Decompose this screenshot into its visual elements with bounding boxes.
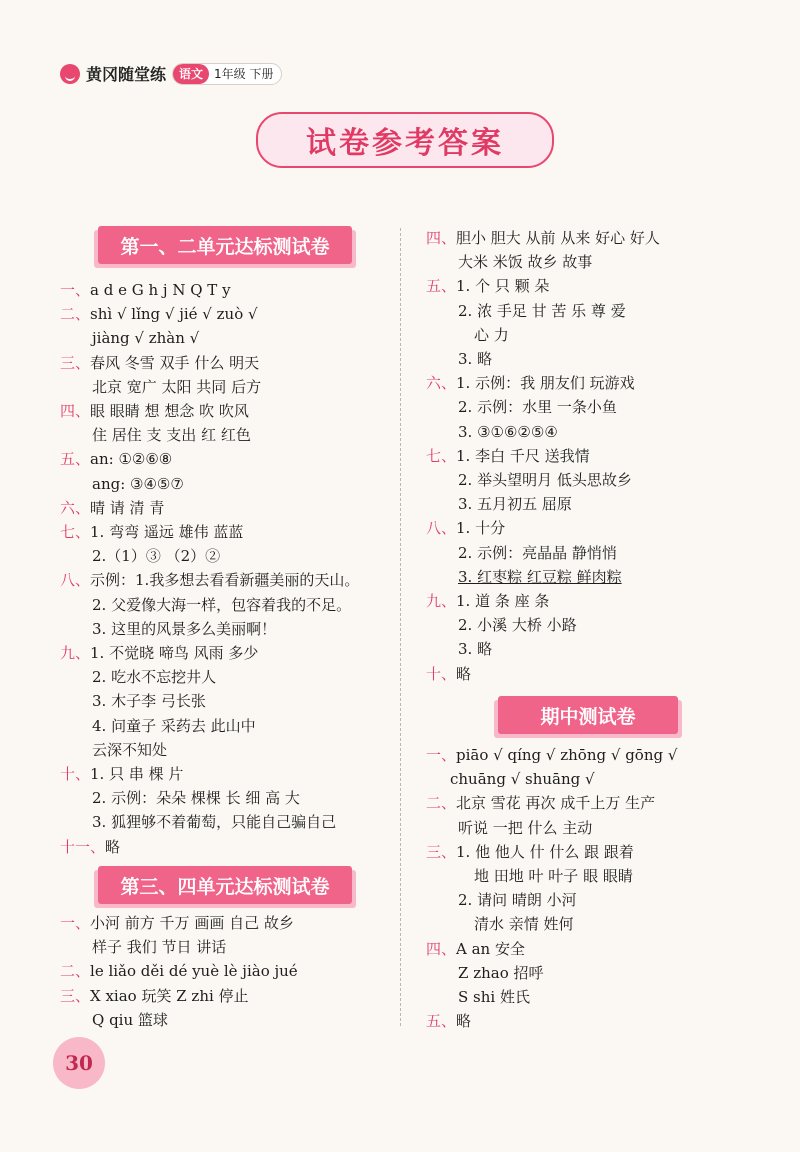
answer-line [92,595,351,615]
subject-pill [172,63,282,85]
question-number: 三、 [60,986,91,1005]
answer-line [60,643,258,663]
answer-text: 2. 举头望明月 低头思故乡 [458,471,632,489]
answer-line [458,470,632,490]
question-number: 二、 [60,962,91,981]
answer-line [426,664,471,684]
answer-text: 3. 这里的风景多么美丽啊！ [92,619,277,638]
answer-line [426,276,549,296]
answer-line [92,1010,168,1030]
section-title: 第一、二单元达标测试卷 [120,235,330,258]
page-title-text: 试卷参考答案 [306,126,504,161]
section-title: 期中测试卷 [540,705,636,728]
answer-text: S shi 姓氏 [458,988,530,1006]
question-number: 四、 [426,939,457,958]
answer-text: 晴 请 清 青 [90,498,165,517]
answer-text: 1. 十分 [456,519,506,538]
book-header [60,62,282,85]
answer-text: 听说 一把 什么 主动 [458,818,593,837]
answer-line [458,397,617,417]
answer-line [92,425,251,445]
answer-line [60,280,231,300]
page-number-badge [53,1037,105,1089]
answer-line [458,543,617,563]
answer-line [426,745,677,765]
answer-text: Q qiu 篮球 [92,1010,168,1029]
answer-line [458,567,622,587]
answer-line [92,937,226,957]
answer-line [92,788,300,808]
question-number: 一、 [60,281,91,299]
question-number: 九、 [60,644,91,662]
section-header-midterm [498,696,678,734]
answer-text: chuāng √ shuāng √ [450,770,595,789]
answer-text: 1. 弯弯 遥远 雄伟 蓝蓝 [90,523,244,541]
answer-line [92,619,276,639]
question-number: 二、 [60,305,91,324]
answer-text: 3. 略 [458,640,493,659]
answer-line [60,522,243,542]
answer-line [474,866,633,886]
answer-text: 北京 宽广 太阳 共同 后方 [92,377,262,396]
answer-text: 示例：1.我多想去看看新疆美丽的天山。 [90,571,360,590]
answer-line [474,325,509,345]
answer-text: 2. 示例：水里 一条小鱼 [458,398,617,417]
answer-line [426,842,634,862]
answer-line [60,986,249,1006]
question-number: 十、 [426,664,457,683]
answer-text: 2.（1）③ （2）② [92,547,221,566]
answer-text: 清水 亲情 姓何 [474,915,574,934]
subject-label: 语文 [173,64,209,84]
answer-text: 住 居住 支 支出 红 红色 [92,426,251,445]
question-number: 八、 [60,571,91,590]
answer-text: 2. 示例：朵朵 棵棵 长 细 高 大 [92,789,300,808]
question-number: 九、 [426,592,457,610]
answer-text: 心 力 [474,325,509,344]
answer-text: 2. 父爱像大海一样，包容着我的不足。 [92,595,352,614]
answer-text: Z zhao 招呼 [458,963,544,982]
answer-text: shì √ lǐng √ jié √ zuò √ [90,305,258,324]
question-number: 八、 [426,519,457,538]
answer-text: 样子 我们 节日 讲话 [92,938,227,957]
page-number: 30 [65,1051,93,1075]
answer-text: a d e G h j N Q T y [90,281,231,299]
smiley-logo-icon [60,64,80,84]
question-number: 二、 [426,794,457,813]
answer-text: 2. 请问 晴朗 小河 [458,891,577,910]
answer-line [458,422,558,442]
answer-text: piāo √ qíng √ zhōng √ gōng √ [456,746,678,764]
answer-text: 2. 小溪 大桥 小路 [458,616,577,635]
answer-line [450,769,595,789]
answer-text: 大米 米饭 故乡 故事 [458,253,593,272]
answer-line [474,914,574,934]
grade-label: 1年级 下册 [214,67,274,81]
answer-line [426,793,655,813]
answer-text: 略 [456,664,472,683]
question-number: 三、 [60,353,91,372]
answer-text: 1. 示例：我 朋友们 玩游戏 [456,374,635,393]
question-number: 五、 [426,1012,457,1031]
answer-line [60,764,183,784]
answer-line [458,301,626,321]
answer-line [60,304,258,324]
question-number: 一、 [426,746,457,764]
section-header-unit-1-2 [98,226,352,264]
answer-line [458,890,577,910]
answer-text: 3. 木子李 弓长张 [92,692,206,711]
answer-text: 3. 狐狸够不着葡萄，只能自己骗自己 [92,813,337,832]
answer-text: jiàng √ zhàn √ [92,329,200,348]
answer-line [92,691,206,711]
question-number: 三、 [426,842,457,861]
answer-text: X xiao 玩笑 Z zhi 停止 [90,986,249,1005]
answer-line [92,740,167,760]
answer-text: A an 安全 [456,939,525,958]
question-number: 五、 [426,277,457,296]
question-number: 十一、 [60,837,106,856]
question-number: 六、 [426,374,457,393]
answer-text: 胆小 胆大 从前 从来 好心 好人 [456,229,660,247]
column-divider [400,228,401,1026]
answer-text: 春风 冬雪 双手 什么 明天 [90,353,260,372]
answer-line [92,474,184,494]
answer-text: 2. 吃水不忘挖井人 [92,668,217,687]
answer-text: 地 田地 叶 叶子 眼 眼睛 [474,867,633,885]
question-number: 七、 [426,446,457,465]
brand-name: 黄冈随堂练 [86,65,167,84]
answer-line [60,353,259,373]
answer-line [458,963,544,983]
answer-line [426,446,590,466]
answer-text: 2. 浓 手足 甘 苦 乐 尊 爱 [458,301,626,320]
answer-line [426,373,635,393]
answer-text: 1. 道 条 座 条 [456,592,550,610]
question-number: 四、 [426,229,457,247]
page-title [256,112,554,168]
answer-line [458,494,572,514]
answer-line [458,615,577,635]
question-number: 七、 [60,523,91,541]
answer-text: 北京 雪花 再次 成千上万 生产 [456,794,656,813]
question-number: 六、 [60,498,91,517]
answer-line [60,913,294,933]
answer-line [426,518,505,538]
answer-text: le liǎo děi dé yuè lè jiào jué [90,962,298,981]
answer-line [60,570,359,590]
answer-text: 3. ③①⑥②⑤④ [458,422,558,441]
answer-text: 略 [105,837,121,856]
answer-text: an: ①②⑥⑧ [90,450,173,469]
answer-text: 云深不知处 [92,740,168,759]
question-number: 五、 [60,450,91,469]
answer-line [426,1011,471,1031]
answer-text: 3. 五月初五 屈原 [458,495,572,514]
answer-line [92,377,261,397]
question-number: 十、 [60,765,91,783]
answer-line [458,639,492,659]
answer-line [92,328,199,348]
answer-text: ang: ③④⑤⑦ [92,474,184,493]
section-header-unit-3-4 [98,866,352,904]
answer-line [458,818,592,838]
answer-line [60,837,120,857]
answer-text: 1. 只 串 棵 片 [90,765,184,783]
answer-text: 1. 他 他人 什 什么 跟 跟着 [456,842,634,861]
answer-text: 1. 李白 千尺 送我情 [456,446,590,465]
answer-text: 略 [456,1012,472,1031]
answer-line [458,987,530,1007]
answer-line [426,939,525,959]
answer-text: 眼 眼睛 想 想念 吹 吹风 [90,402,249,420]
answer-line [60,498,164,518]
answer-line [426,228,660,248]
answer-text: 2. 示例：亮晶晶 静悄悄 [458,543,617,562]
answer-text: 1. 不觉晓 啼鸟 风雨 多少 [90,644,259,662]
answer-line [92,812,336,832]
answer-text: 1. 个 只 颗 朵 [456,277,550,296]
answer-line [92,667,216,687]
question-number: 四、 [60,402,91,420]
answer-text: 3. 红枣粽 红豆粽 鲜肉粽 [458,567,622,586]
answer-line [92,716,256,736]
answer-line [458,252,592,272]
question-number: 一、 [60,914,91,932]
section-title: 第三、四单元达标测试卷 [120,875,330,898]
answer-text: 4. 问童子 采药去 此山中 [92,716,256,735]
answer-text: 小河 前方 千万 画画 自己 故乡 [90,914,294,932]
answer-line [458,349,492,369]
answer-line [92,546,220,566]
answer-line [60,449,172,469]
answer-line [60,401,249,421]
answer-line [426,591,549,611]
answer-line [60,961,298,981]
answer-text: 3. 略 [458,350,493,368]
